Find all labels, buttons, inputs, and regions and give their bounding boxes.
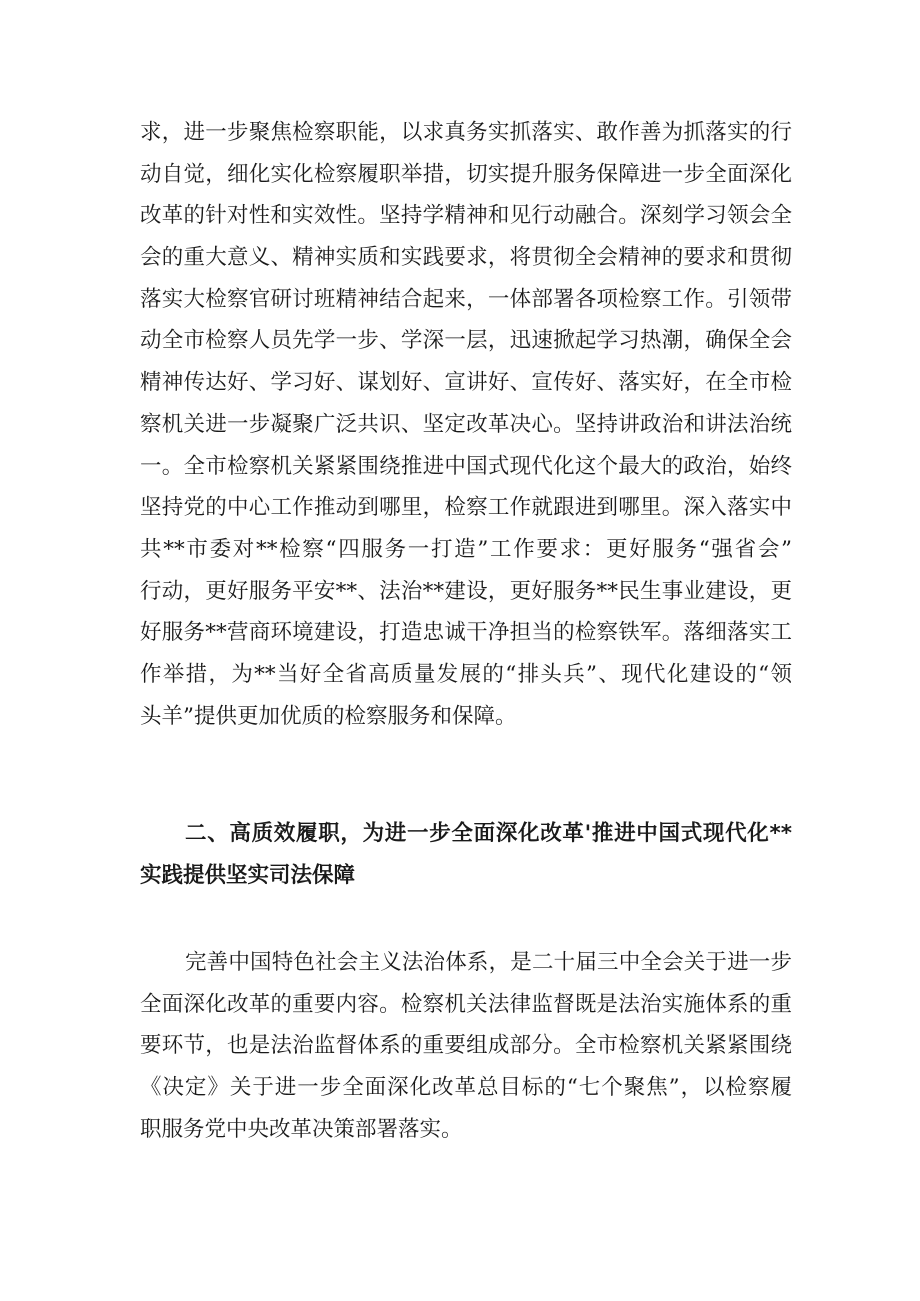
paragraph-line: 好服务**营商环境建设，打造忠诚干净担当的检察铁军。落细落实工 (140, 620, 792, 646)
paragraph-line: 全面深化改革的重要内容。检察机关法律监督既是法治实施体系的重 (140, 991, 792, 1017)
paragraph-line: 行动，更好服务平安**、法治**建设，更好服务**民生事业建设，更 (140, 578, 792, 604)
paragraph-line: 完善中国特色社会主义法治体系，是二十届三中全会关于进一步 (185, 950, 792, 975)
paragraph-line: 动自觉，细化实化检察履职举措，切实提升服务保障进一步全面深化 (140, 161, 792, 187)
paragraph-line: 一。全市检察机关紧紧围绕推进中国式现代化这个最大的政治，始终 (140, 453, 792, 479)
paragraph-line: 察机关进一步凝聚广泛共识、坚定改革决心。坚持讲政治和讲法治统 (140, 411, 792, 437)
paragraph-line: 精神传达好、学习好、谋划好、宣讲好、宣传好、落实好，在全市检 (140, 370, 792, 396)
body-paragraph-1 (140, 112, 792, 737)
paragraph-line: 作举措，为**当好全省高质量发展的“排头兵”、现代化建设的“领 (140, 661, 792, 687)
paragraph-line: 会的重大意义、精神实质和实践要求，将贯彻全会精神的要求和贯彻 (140, 245, 792, 271)
paragraph-line: 求，进一步聚焦检察职能，以求真务实抓落实、敢作善为抓落实的行 (140, 120, 792, 145)
paragraph-line: 头羊”提供更加优质的检察服务和保障。 (140, 703, 517, 729)
paragraph-line: 职服务党中央改革决策部署落实。 (140, 1116, 463, 1142)
paragraph-line: 《决定》关于进一步全面深化改革总目标的“七个聚焦”，以检察履 (140, 1075, 792, 1101)
paragraph-line: 落实大检察官研讨班精神结合起来，一体部署各项检察工作。引领带 (140, 286, 792, 312)
paragraph-line: 坚持党的中心工作推动到哪里，检察工作就跟进到哪里。深入落实中 (140, 495, 792, 521)
heading-line: 二、高质效履职，为进一步全面深化改革'推进中国式现代化** (185, 821, 792, 846)
paragraph-line: 共**市委对**检察“四服务一打造”工作要求：更好服务“强省会” (140, 536, 792, 562)
paragraph-line: 要环节，也是法治监督体系的重要组成部分。全市检察机关紧紧围绕 (140, 1033, 792, 1059)
heading-line: 实践提供坚实司法保障 (140, 862, 356, 888)
paragraph-line: 动全市检察人员先学一步、学深一层，迅速掀起学习热潮，确保全会 (140, 328, 792, 354)
paragraph-line: 改革的针对性和实效性。坚持学精神和见行动融合。深刻学习领会全 (140, 203, 792, 229)
section-heading (140, 813, 792, 896)
body-paragraph-2 (140, 942, 792, 1150)
